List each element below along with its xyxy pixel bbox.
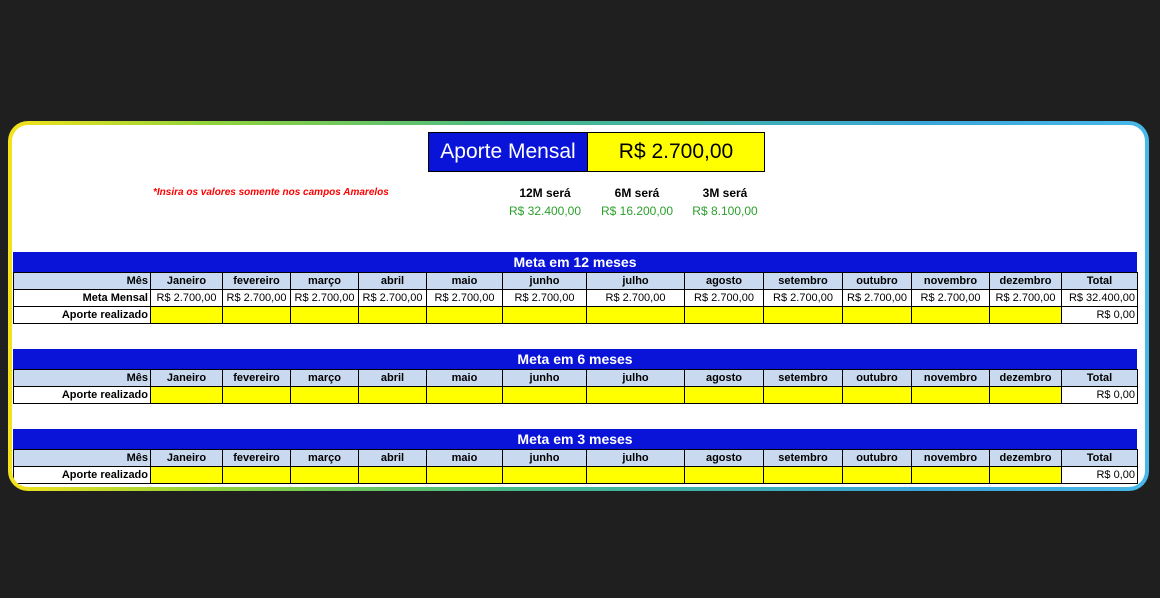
aporte-input-11[interactable]: [990, 387, 1062, 404]
aporte-total: R$ 0,00: [1062, 467, 1138, 484]
meta-12-meses-table: [13, 272, 1138, 324]
aporte-input-2[interactable]: [291, 307, 359, 324]
meta-3-meses-table: [13, 449, 1138, 484]
month-header-11: dezembro: [990, 450, 1062, 467]
aporte-input-5[interactable]: [503, 387, 587, 404]
meta-12-meses-title: Meta em 12 meses: [13, 252, 1137, 272]
month-header-7: agosto: [685, 273, 764, 290]
projection-12m-label: 12M será: [519, 186, 571, 200]
month-header-4: maio: [427, 450, 503, 467]
aporte-input-6[interactable]: [587, 387, 685, 404]
month-header-8: setembro: [764, 450, 843, 467]
instruction-note: *Insira os valores somente nos campos Amarelos: [153, 187, 389, 198]
month-header-7: agosto: [685, 370, 764, 387]
spreadsheet-frame: [8, 121, 1149, 491]
aporte-input-1[interactable]: [223, 307, 291, 324]
aporte-input-1[interactable]: [223, 467, 291, 484]
aporte-input-7[interactable]: [685, 387, 764, 404]
aporte-input-11[interactable]: [990, 307, 1062, 324]
month-header-6: julho: [587, 273, 685, 290]
month-header-8: setembro: [764, 370, 843, 387]
meta-value-3: R$ 2.700,00: [359, 290, 427, 307]
projection-3m: [680, 184, 770, 220]
meta-value-2: R$ 2.700,00: [291, 290, 359, 307]
month-header-row: [14, 273, 1138, 290]
month-header-6: julho: [587, 450, 685, 467]
meta-value-5: R$ 2.700,00: [503, 290, 587, 307]
month-header-3: abril: [359, 450, 427, 467]
month-header-6: julho: [587, 370, 685, 387]
month-header-8: setembro: [764, 273, 843, 290]
aporte-input-7[interactable]: [685, 307, 764, 324]
aporte-input-0[interactable]: [151, 387, 223, 404]
projection-12m: [500, 184, 590, 220]
meta-value-8: R$ 2.700,00: [764, 290, 843, 307]
aporte-input-0[interactable]: [151, 307, 223, 324]
meta-mensal-label: Meta Mensal: [14, 290, 151, 307]
meta-6-meses-title: Meta em 6 meses: [13, 349, 1137, 369]
meta-12-meses-block: [13, 252, 1137, 324]
meta-total: R$ 32.400,00: [1062, 290, 1138, 307]
month-header-1: fevereiro: [223, 450, 291, 467]
month-header-2: março: [291, 273, 359, 290]
meta-value-9: R$ 2.700,00: [843, 290, 912, 307]
month-header-2: março: [291, 450, 359, 467]
mes-label: Mês: [14, 450, 151, 467]
aporte-realizado-row: [14, 467, 1138, 484]
meta-value-7: R$ 2.700,00: [685, 290, 764, 307]
total-header: Total: [1062, 273, 1138, 290]
meta-value-6: R$ 2.700,00: [587, 290, 685, 307]
mes-label: Mês: [14, 273, 151, 290]
aporte-input-9[interactable]: [843, 467, 912, 484]
mes-label: Mês: [14, 370, 151, 387]
aporte-input-5[interactable]: [503, 467, 587, 484]
aporte-input-2[interactable]: [291, 467, 359, 484]
aporte-input-3[interactable]: [359, 467, 427, 484]
month-header-10: novembro: [912, 273, 990, 290]
month-header-3: abril: [359, 273, 427, 290]
total-header: Total: [1062, 450, 1138, 467]
aporte-realizado-label: Aporte realizado: [14, 387, 151, 404]
aporte-input-0[interactable]: [151, 467, 223, 484]
projection-6m-label: 6M será: [614, 186, 660, 200]
aporte-realizado-row: [14, 307, 1138, 324]
aporte-input-5[interactable]: [503, 307, 587, 324]
month-header-4: maio: [427, 370, 503, 387]
meta-value-1: R$ 2.700,00: [223, 290, 291, 307]
month-header-4: maio: [427, 273, 503, 290]
month-header-10: novembro: [912, 450, 990, 467]
aporte-input-8[interactable]: [764, 467, 843, 484]
projection-6m-value: R$ 16.200,00: [600, 204, 674, 218]
meta-value-4: R$ 2.700,00: [427, 290, 503, 307]
month-header-9: outubro: [843, 273, 912, 290]
aporte-mensal-input[interactable]: R$ 2.700,00: [588, 133, 764, 171]
month-header-1: fevereiro: [223, 370, 291, 387]
month-header-0: Janeiro: [151, 370, 223, 387]
month-header-11: dezembro: [990, 273, 1062, 290]
meta-6-meses-block: [13, 349, 1137, 404]
aporte-input-11[interactable]: [990, 467, 1062, 484]
month-header-row: [14, 370, 1138, 387]
month-header-9: outubro: [843, 450, 912, 467]
aporte-mensal-label: Aporte Mensal: [429, 133, 588, 171]
aporte-input-10[interactable]: [912, 387, 990, 404]
meta-mensal-row: [14, 290, 1138, 307]
aporte-input-8[interactable]: [764, 387, 843, 404]
meta-value-11: R$ 2.700,00: [990, 290, 1062, 307]
aporte-input-4[interactable]: [427, 467, 503, 484]
month-header-1: fevereiro: [223, 273, 291, 290]
month-header-0: Janeiro: [151, 450, 223, 467]
month-header-3: abril: [359, 370, 427, 387]
aporte-input-7[interactable]: [685, 467, 764, 484]
aporte-total: R$ 0,00: [1062, 307, 1138, 324]
month-header-5: junho: [503, 450, 587, 467]
aporte-realizado-label: Aporte realizado: [14, 467, 151, 484]
meta-value-0: R$ 2.700,00: [151, 290, 223, 307]
month-header-5: junho: [503, 273, 587, 290]
month-header-2: março: [291, 370, 359, 387]
aporte-input-10[interactable]: [912, 467, 990, 484]
month-header-0: Janeiro: [151, 273, 223, 290]
total-header: Total: [1062, 370, 1138, 387]
month-header-9: outubro: [843, 370, 912, 387]
aporte-input-4[interactable]: [427, 387, 503, 404]
projection-3m-label: 3M será: [702, 186, 748, 200]
meta-3-meses-block: [13, 429, 1137, 484]
meta-6-meses-table: [13, 369, 1138, 404]
aporte-input-2[interactable]: [291, 387, 359, 404]
aporte-input-9[interactable]: [843, 387, 912, 404]
aporte-input-1[interactable]: [223, 387, 291, 404]
month-header-7: agosto: [685, 450, 764, 467]
aporte-input-9[interactable]: [843, 307, 912, 324]
aporte-input-6[interactable]: [587, 307, 685, 324]
aporte-realizado-label: Aporte realizado: [14, 307, 151, 324]
aporte-input-3[interactable]: [359, 387, 427, 404]
month-header-10: novembro: [912, 370, 990, 387]
month-header-row: [14, 450, 1138, 467]
aporte-input-8[interactable]: [764, 307, 843, 324]
aporte-input-3[interactable]: [359, 307, 427, 324]
projection-12m-value: R$ 32.400,00: [508, 204, 582, 218]
aporte-input-6[interactable]: [587, 467, 685, 484]
meta-3-meses-title: Meta em 3 meses: [13, 429, 1137, 449]
aporte-realizado-row: [14, 387, 1138, 404]
aporte-input-10[interactable]: [912, 307, 990, 324]
spreadsheet-sheet: [12, 125, 1145, 487]
aporte-mensal-box: [428, 132, 765, 172]
aporte-total: R$ 0,00: [1062, 387, 1138, 404]
projection-3m-value: R$ 8.100,00: [692, 204, 758, 218]
month-header-11: dezembro: [990, 370, 1062, 387]
projection-6m: [592, 184, 682, 220]
aporte-input-4[interactable]: [427, 307, 503, 324]
month-header-5: junho: [503, 370, 587, 387]
meta-value-10: R$ 2.700,00: [912, 290, 990, 307]
